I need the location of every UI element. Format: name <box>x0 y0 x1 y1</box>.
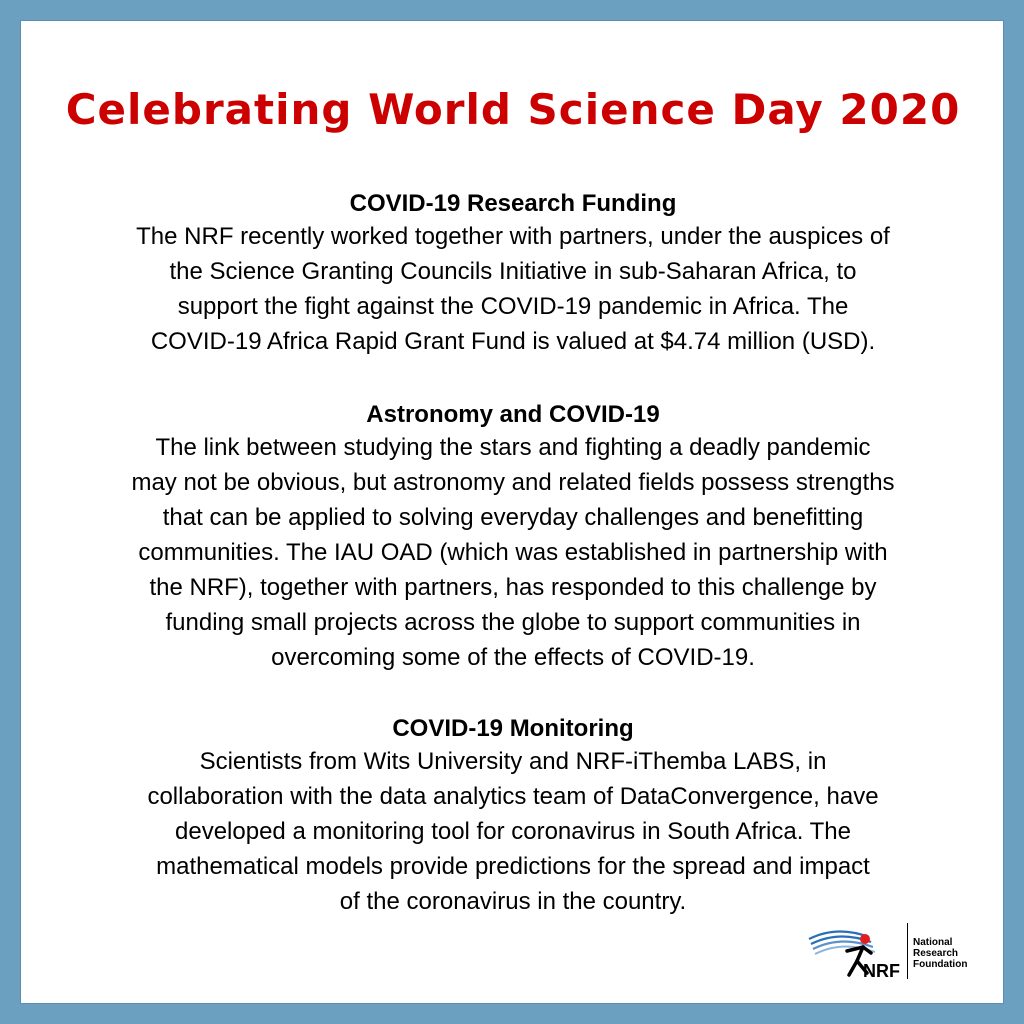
body-line: funding small projects across the globe to support communities in <box>165 609 861 636</box>
body-line: the Science Granting Councils Initiative in sub-Saharan Africa, to <box>169 258 857 285</box>
body-line: may not be obvious, but astronomy and related fields possess strengths <box>131 469 895 496</box>
section-astronomy <box>37 399 989 675</box>
section-heading: COVID-19 Research Funding <box>349 190 677 217</box>
section-body <box>37 219 989 359</box>
page-title: Celebrating World Science Day 2020 <box>65 85 961 134</box>
nrf-logo <box>807 921 987 981</box>
body-line: communities. The IAU OAD (which was established in partnership with <box>138 539 888 566</box>
body-line: the NRF), together with partners, has responded to this challenge by <box>149 574 877 601</box>
section-heading: COVID-19 Monitoring <box>392 715 634 742</box>
body-line: developed a monitoring tool for coronavirus in South Africa. The <box>175 818 851 845</box>
logo-org-line: Foundation <box>913 959 968 970</box>
body-line: Scientists from Wits University and NRF-iThemba LABS, in <box>199 748 827 775</box>
poster-card <box>20 20 1004 1004</box>
nrf-logo-icon <box>807 921 907 981</box>
section-research-funding <box>37 188 989 359</box>
section-body <box>37 744 989 919</box>
body-line: mathematical models provide predictions for the spread and impact <box>156 853 870 880</box>
body-line: collaboration with the data analytics team of DataConvergence, have <box>147 783 879 810</box>
section-heading: Astronomy and COVID-19 <box>366 401 660 428</box>
body-line: of the coronavirus in the country. <box>339 888 687 915</box>
section-monitoring <box>37 713 989 919</box>
logo-org-line: Research <box>913 948 959 959</box>
logo-mark-text: NRF <box>863 961 900 981</box>
logo-divider <box>907 923 908 979</box>
body-line: The link between studying the stars and fighting a deadly pandemic <box>155 434 871 461</box>
logo-org-line: National <box>913 937 953 948</box>
body-line: that can be applied to solving everyday challenges and benefitting <box>162 504 864 531</box>
body-line: support the fight against the COVID-19 pandemic in Africa. The <box>177 293 849 320</box>
logo-org-name <box>913 937 967 970</box>
body-line: COVID-19 Africa Rapid Grant Fund is valued at $4.74 million (USD). <box>150 328 876 355</box>
body-line: The NRF recently worked together with partners, under the auspices of <box>136 223 890 250</box>
body-line: overcoming some of the effects of COVID-19. <box>271 644 755 671</box>
section-body <box>37 430 989 675</box>
